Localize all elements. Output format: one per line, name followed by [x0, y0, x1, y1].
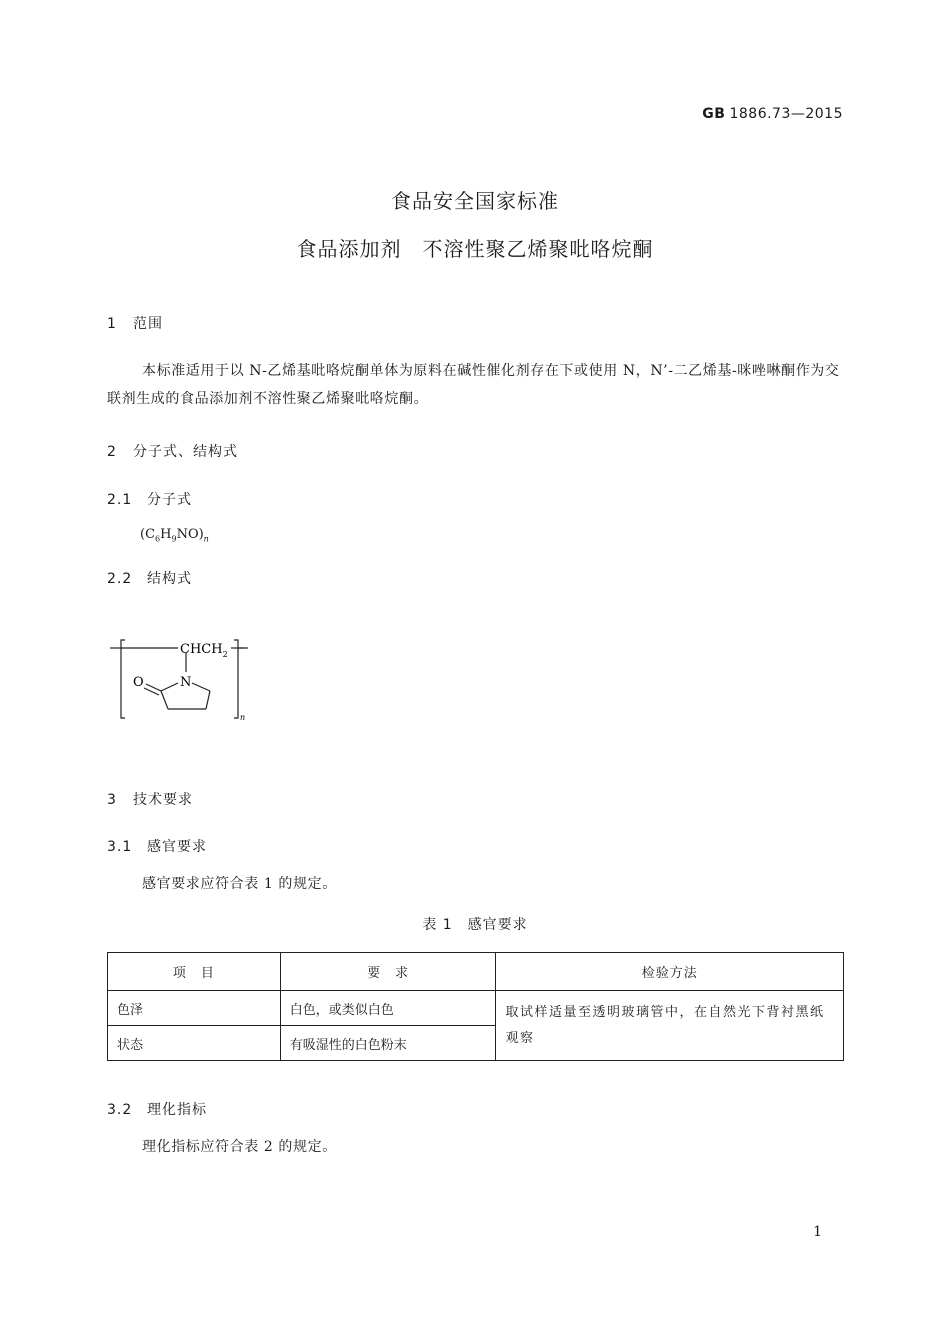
sensory-requirements-table — [107, 952, 844, 1061]
standard-number: GB 1886.73—2015 — [702, 106, 843, 122]
section-3-heading: 3 技术要求 — [107, 792, 193, 808]
section-2-2-heading: 2.2 结构式 — [107, 571, 192, 587]
section-1-text: 本标准适用于以 N-乙烯基吡咯烷酮单体为原料在碱性催化剂存在下或使用 N，N’-二乙烯基-咪唑啉酮作为交联剂生成的食品添加剂不溶性聚乙烯聚吡咯烷酮。 — [107, 363, 840, 407]
section-3-2-text: 理化指标应符合表 2 的规定。 — [142, 1139, 337, 1155]
table-header-row — [108, 953, 844, 991]
row-requirement: 白色，或类似白色 — [280, 991, 496, 1026]
section-2-heading: 2 分子式、结构式 — [107, 444, 238, 460]
row-method: 取试样适量至透明玻璃管中，在自然光下背衬黑纸观察 — [496, 991, 844, 1061]
chain-group: $CHCH_2$ — [180, 642, 228, 659]
ring-bond-1 — [161, 683, 178, 691]
section-3-1-text: 感官要求应符合表 1 的规定。 — [142, 876, 337, 892]
row-requirement: 有吸湿性的白色粉末 — [280, 1026, 496, 1061]
header-method: 检验方法 — [496, 953, 844, 991]
section-3-2-heading: 3.2 理化指标 — [107, 1102, 207, 1118]
nitrogen-atom: N — [180, 675, 192, 690]
table-1-caption: 表 1 感官要求 — [422, 917, 528, 933]
document-title: 食品安全国家标准 — [391, 189, 559, 213]
bracket-left — [121, 640, 125, 718]
molecular-formula: $(C_6H_9NO)_n$ — [140, 527, 209, 544]
section-3-1-heading: 3.1 感官要求 — [107, 839, 207, 855]
repeat-subscript: n — [240, 713, 246, 722]
oxygen-atom: O — [133, 675, 144, 690]
section-2-1-heading: 2.1 分子式 — [107, 492, 192, 508]
header-item: 项 目 — [108, 953, 281, 991]
header-requirement: 要 求 — [280, 953, 496, 991]
document-subtitle: 食品添加剂 不溶性聚乙烯聚吡咯烷酮 — [296, 237, 654, 261]
ring-bond-4 — [206, 691, 210, 709]
section-1-heading: 1 范围 — [107, 316, 163, 332]
row-item: 色泽 — [108, 991, 281, 1026]
table-row — [108, 991, 844, 1026]
page-number: 1 — [813, 1224, 822, 1240]
structural-formula — [110, 632, 260, 727]
bracket-right — [234, 640, 238, 718]
row-item: 状态 — [108, 1026, 281, 1061]
ring-bond-5 — [192, 683, 210, 691]
ring-bond-2 — [161, 691, 168, 709]
